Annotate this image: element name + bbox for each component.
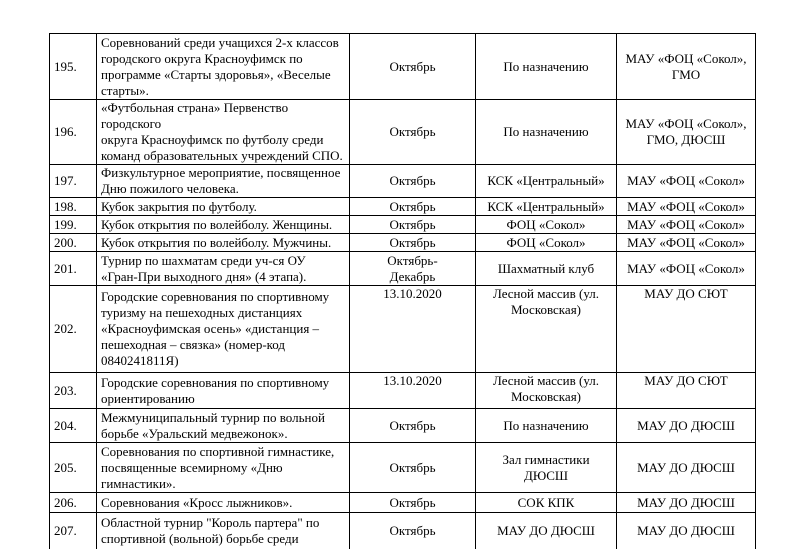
event-organizer: МАУ «ФОЦ «Сокол» <box>617 198 756 216</box>
event-organizer: МАУ «ФОЦ «Сокол», ГМО <box>617 34 756 100</box>
event-organizer: МАУ «ФОЦ «Сокол» <box>617 165 756 198</box>
row-number: 204. <box>50 409 97 443</box>
event-date: 13.10.2020 <box>350 373 476 409</box>
event-date: Октябрь <box>350 216 476 234</box>
event-date: 13.10.2020 <box>350 286 476 373</box>
event-name: Межмуниципальный турнир по вольной борьбе «Уральский медвежонок». <box>97 409 350 443</box>
event-date: Октябрь <box>350 165 476 198</box>
table-row <box>50 286 756 373</box>
event-organizer: МАУ ДО СЮТ <box>617 373 756 409</box>
event-name: Соревнования «Кросс лыжников». <box>97 493 350 513</box>
table-row <box>50 443 756 493</box>
event-name: Областной турнир "Король партера" по спортивной (вольной) борьбе среди <box>97 513 350 549</box>
event-organizer: МАУ ДО ДЮСШ <box>617 443 756 493</box>
row-number: 203. <box>50 373 97 409</box>
row-number: 202. <box>50 286 97 373</box>
event-name: Физкультурное мероприятие, посвященное Дню пожилого человека. <box>97 165 350 198</box>
event-date: Октябрь <box>350 234 476 252</box>
event-date: Октябрь <box>350 198 476 216</box>
event-place: Лесной массив (ул. Московская) <box>476 373 617 409</box>
table-row <box>50 198 756 216</box>
event-place: ФОЦ «Сокол» <box>476 216 617 234</box>
row-number: 206. <box>50 493 97 513</box>
event-place: Шахматный клуб <box>476 252 617 286</box>
event-organizer: МАУ ДО СЮТ <box>617 286 756 373</box>
event-place: Лесной массив (ул. Московская) <box>476 286 617 373</box>
row-number: 195. <box>50 34 97 100</box>
row-number: 197. <box>50 165 97 198</box>
table-row <box>50 252 756 286</box>
event-name: Кубок открытия по волейболу. Женщины. <box>97 216 350 234</box>
event-name: Соревнований среди учащихся 2-х классов городского округа Красноуфимск по программе «Старты здоровья», «Веселые старты». <box>97 34 350 100</box>
table-row <box>50 513 756 549</box>
table-row <box>50 165 756 198</box>
events-table <box>49 33 756 549</box>
event-name: Соревнования по спортивной гимнастике, посвященные всемирному «Дню гимнастики». <box>97 443 350 493</box>
event-place: КСК «Центральный» <box>476 198 617 216</box>
event-date: Октябрь <box>350 34 476 100</box>
table-row <box>50 216 756 234</box>
event-name: Турнир по шахматам среди уч-ся ОУ «Гран-При выходного дня» (4 этапа). <box>97 252 350 286</box>
row-number: 205. <box>50 443 97 493</box>
row-number: 199. <box>50 216 97 234</box>
event-organizer: МАУ «ФОЦ «Сокол» <box>617 216 756 234</box>
table-row <box>50 34 756 100</box>
event-place: ФОЦ «Сокол» <box>476 234 617 252</box>
event-name: Кубок закрытия по футболу. <box>97 198 350 216</box>
table-row <box>50 409 756 443</box>
table-row <box>50 493 756 513</box>
table-row <box>50 100 756 165</box>
event-date: Октябрь <box>350 443 476 493</box>
row-number: 196. <box>50 100 97 165</box>
row-number: 200. <box>50 234 97 252</box>
event-name: Кубок открытия по волейболу. Мужчины. <box>97 234 350 252</box>
table-row <box>50 373 756 409</box>
event-date: Октябрь <box>350 493 476 513</box>
event-place: МАУ ДО ДЮСШ <box>476 513 617 549</box>
row-number: 201. <box>50 252 97 286</box>
event-name: Городские соревнования по спортивному ориентированию <box>97 373 350 409</box>
event-place: СОК КПК <box>476 493 617 513</box>
event-name: «Футбольная страна» Первенство городского округа Красноуфимск по футболу среди команд образовательных учреждений СПО. <box>97 100 350 165</box>
table-row <box>50 234 756 252</box>
row-number: 198. <box>50 198 97 216</box>
event-organizer: МАУ ДО ДЮСШ <box>617 493 756 513</box>
event-date: Октябрь <box>350 409 476 443</box>
event-date: Октябрь <box>350 513 476 549</box>
event-organizer: МАУ «ФОЦ «Сокол», ГМО, ДЮСШ <box>617 100 756 165</box>
event-organizer: МАУ «ФОЦ «Сокол» <box>617 234 756 252</box>
event-name: Городские соревнования по спортивному туризму на пешеходных дистанциях «Красноуфимская осень» «дистанция – пешеходная – связка» (номер-код 0840241811Я) <box>97 286 350 373</box>
event-organizer: МАУ «ФОЦ «Сокол» <box>617 252 756 286</box>
event-organizer: МАУ ДО ДЮСШ <box>617 409 756 443</box>
event-place: По назначению <box>476 34 617 100</box>
event-place: По назначению <box>476 100 617 165</box>
event-date: Октябрь- Декабрь <box>350 252 476 286</box>
event-place: По назначению <box>476 409 617 443</box>
event-organizer: МАУ ДО ДЮСШ <box>617 513 756 549</box>
event-date: Октябрь <box>350 100 476 165</box>
row-number: 207. <box>50 513 97 549</box>
event-place: КСК «Центральный» <box>476 165 617 198</box>
event-place: Зал гимнастики ДЮСШ <box>476 443 617 493</box>
